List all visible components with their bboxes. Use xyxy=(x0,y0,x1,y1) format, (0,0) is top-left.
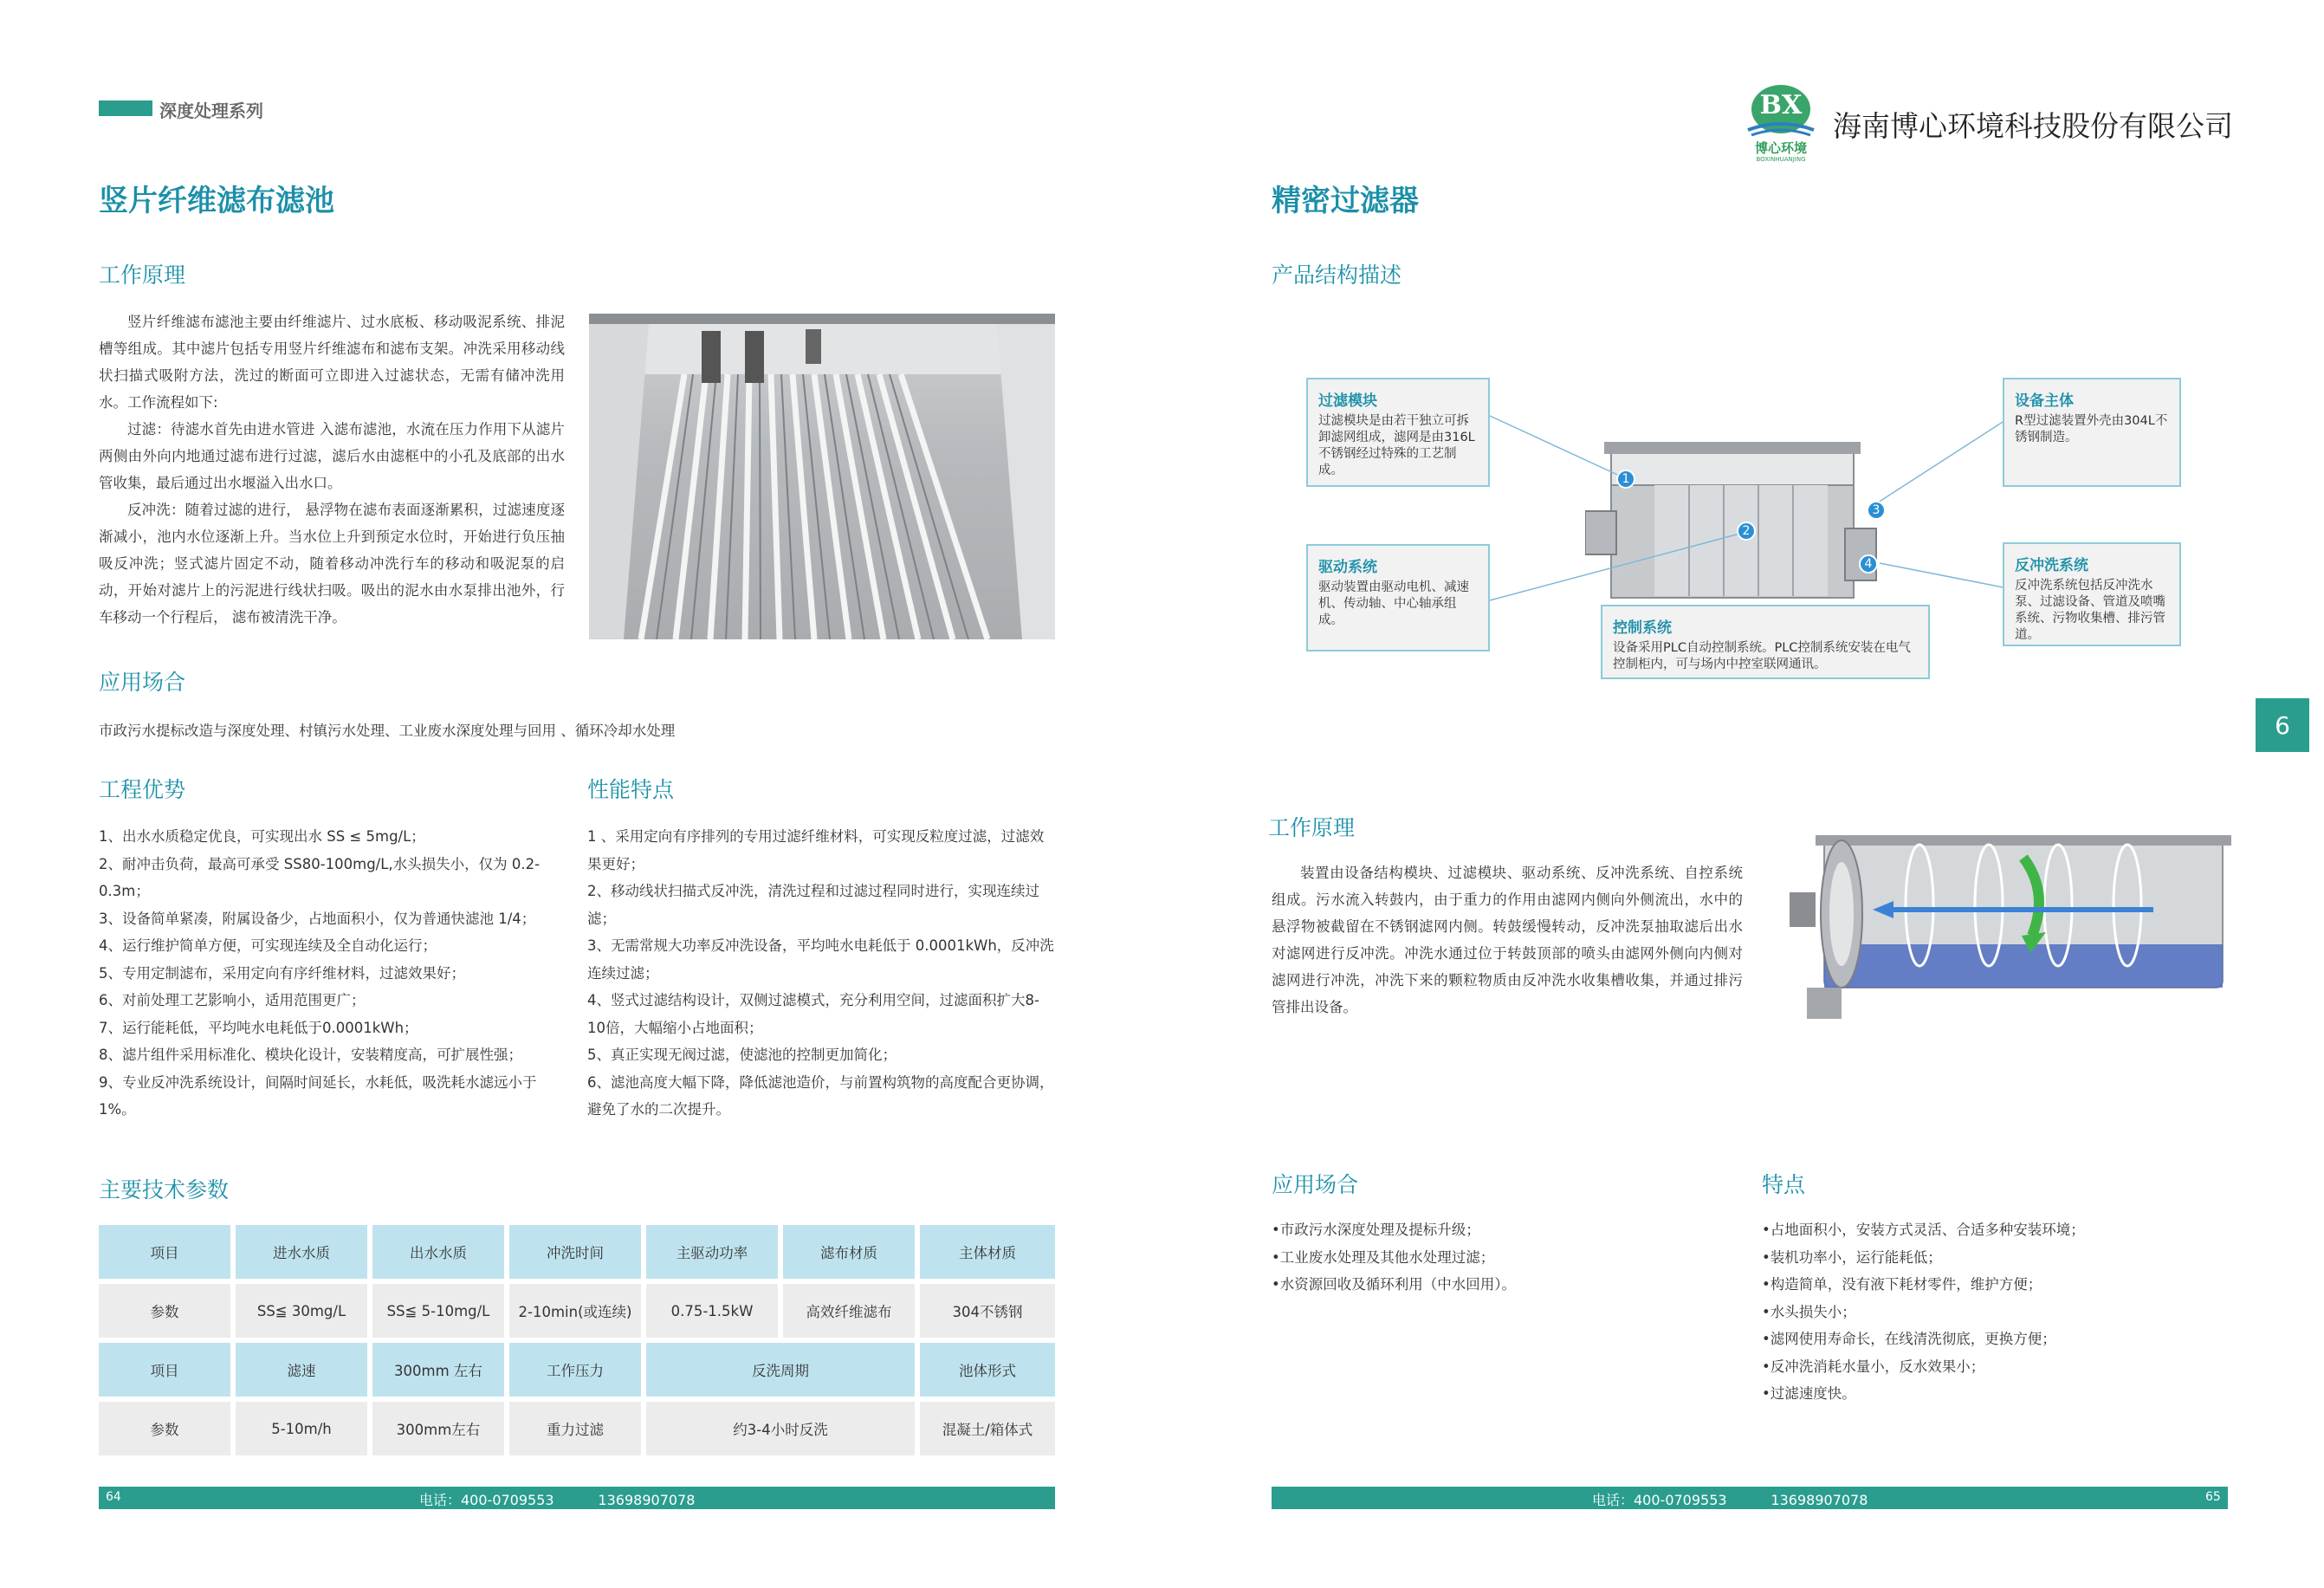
callout-body: 设备采用PLC自动控制系统。PLC控制系统安装在电气控制柜内，可与场内中控室联网通讯。 xyxy=(1613,641,1911,671)
right-principle-heading: 工作原理 xyxy=(1268,815,1356,840)
logo-cn: 博心环境 xyxy=(1754,140,1807,156)
table-cell: 项目 xyxy=(99,1343,230,1397)
table-cell: 出水水质 xyxy=(372,1225,504,1279)
table-row xyxy=(99,1284,1055,1338)
series-label: 深度处理系列 xyxy=(159,100,263,121)
list-item: 3、无需常规大功率反冲洗设备，平均吨水电耗低于 0.0001kWh，反冲洗连续过滤； xyxy=(587,937,1054,982)
callout-title: 控制系统 xyxy=(1613,619,1672,637)
table-row xyxy=(99,1402,1055,1455)
table-cell: 300mm 左右 xyxy=(372,1343,504,1397)
logo-en: BOXINHUANJING xyxy=(1756,156,1806,163)
list-item: 6、对前处理工艺影响小，适用范围更广； xyxy=(99,992,366,1008)
list-item: •水头损失小； xyxy=(1762,1303,1856,1320)
list-item: 6、滤池高度大幅下降，降低滤池造价，与前置构筑物的高度配合更协调，避免了水的二次提升。 xyxy=(587,1073,1054,1118)
right-features-heading: 特点 xyxy=(1762,1172,1806,1197)
table-cell: 参数 xyxy=(99,1284,230,1338)
marker-4: 4 xyxy=(1859,554,1878,574)
list-item: 9、专业反冲洗系统设计，间隔时间延长，水耗低，吸洗耗水滤远小于1%。 xyxy=(99,1073,537,1118)
list-item: 2、耐冲击负荷，最高可承受 SS80-100mg/L,水头损失小，仅为 0.2-0.3m； xyxy=(99,855,541,899)
list-item: •装机功率小，运行能耗低； xyxy=(1762,1248,1942,1266)
table-cell: SS≦ 30mg/L xyxy=(236,1284,367,1338)
table-cell: 滤速 xyxy=(236,1343,367,1397)
table-cell: 项目 xyxy=(99,1225,230,1279)
marker-2: 2 xyxy=(1737,522,1756,541)
principle-paragraph: 竖片纤维滤布滤池主要由纤维滤片、过水底板、移动吸泥系统、排泥槽等组成。其中滤片包括专用竖片纤维滤布和滤布支架。冲洗采用移动线状扫描式吸附方法，洗过的断面可立即进入过滤状态，无需有储冲洗用水。工作流程如下: xyxy=(99,314,565,411)
table-cell: 工作压力 xyxy=(509,1343,641,1397)
chapter-tab-number: 6 xyxy=(2275,710,2290,740)
table-cell: 池体形式 xyxy=(920,1343,1055,1397)
table-cell: 主体材质 xyxy=(920,1225,1055,1279)
table-cell: 混凝土/箱体式 xyxy=(920,1402,1055,1455)
table-cell: 重力过滤 xyxy=(509,1402,641,1455)
list-item: 2、移动线状扫描式反冲洗，清洗过程和过滤过程同时进行，实现连续过滤； xyxy=(587,883,1039,927)
right-application-heading: 应用场合 xyxy=(1272,1172,1359,1197)
list-item: •滤网使用寿命长，在线清洗彻底，更换方便； xyxy=(1762,1331,2056,1347)
list-item: 1、出水水质稳定优良，可实现出水 SS ≤ 5mg/L； xyxy=(99,828,425,845)
features-list xyxy=(587,823,1055,1124)
callout-title: 反冲洗系统 xyxy=(2015,557,2088,574)
table-cell: 约3-4小时反洗 xyxy=(646,1402,915,1455)
list-item: 1 、采用定向有序排列的专用过滤纤维材料，可实现反粒度过滤，过滤效果更好； xyxy=(587,828,1045,872)
table-cell: 冲洗时间 xyxy=(509,1225,641,1279)
list-item: 5、专用定制滤布，采用定向有序纤维材料，过滤效果好； xyxy=(99,964,465,982)
table-cell: 高效纤维滤布 xyxy=(783,1284,915,1338)
right-application-list xyxy=(1272,1216,1722,1299)
callout-title: 设备主体 xyxy=(2015,392,2074,410)
list-item: 4、竖式过滤结构设计，双侧过滤模式，充分利用空间，过滤面积扩大8-10倍，大幅缩小占地面积； xyxy=(587,992,1039,1036)
left-application-text: 市政污水提标改造与深度处理、村镇污水处理、工业废水深度处理与回用 、循环冷却水处理 xyxy=(99,723,676,739)
callout-drive xyxy=(1306,544,1490,651)
table-row xyxy=(99,1225,1055,1279)
callout-body: R型过滤装置外壳由304L不锈钢制造。 xyxy=(2015,414,2168,444)
callout-body: 过滤模块是由若干独立可拆卸滤网组成，滤网是由316L不锈钢经过特殊的工艺制成。 xyxy=(1318,414,1475,477)
series-bar xyxy=(99,100,152,116)
table-cell: 反洗周期 xyxy=(646,1343,915,1397)
callout-backwash xyxy=(2003,542,2181,646)
principle-paragraph: 装置由设备结构模块、过滤模块、驱动系统、反冲洗系统、自控系统组成。污水流入转鼓内，由于重力的作用由滤网内侧向外侧流出，水中的悬浮物被截留在不锈钢滤网内侧。转鼓缓慢转动，反冲洗泵抽取滤后出水对滤网进行反冲洗。冲洗水通过位于转鼓顶部的喷头由滤网外侧向内侧对滤网进行冲洗，冲洗下来的颗粒物质由反冲洗水收集槽收集，并通过排污管排出设备。 xyxy=(1272,865,1743,1015)
marker-3: 3 xyxy=(1867,501,1886,520)
list-item: 8、滤片组件采用标准化、模块化设计，安装精度高，可扩展性强； xyxy=(99,1047,522,1063)
table-cell: 304不锈钢 xyxy=(920,1284,1055,1338)
table-row xyxy=(99,1343,1055,1397)
left-page-number: 64 xyxy=(106,1490,121,1504)
chapter-tab xyxy=(2256,698,2309,752)
callout-body: 反冲洗系统包括反冲洗水泵、过滤设备、管道及喷嘴系统、污物收集槽、排污管道。 xyxy=(2015,579,2165,642)
left-page-title: 竖片纤维滤布滤池 xyxy=(99,184,334,218)
list-item: •水资源回收及循环利用（中水回用）。 xyxy=(1272,1276,1516,1293)
drum-filter-illustration xyxy=(1790,814,2249,1022)
list-item: 7、运行能耗低，平均吨水电耗低于0.0001kWh； xyxy=(99,1019,418,1036)
table-cell: 进水水质 xyxy=(236,1225,367,1279)
right-page-title: 精密过滤器 xyxy=(1272,184,1419,218)
callout-title: 过滤模块 xyxy=(1318,392,1377,410)
left-application-heading: 应用场合 xyxy=(99,670,186,695)
left-principle-heading: 工作原理 xyxy=(99,263,186,288)
table-cell: 5-10m/h xyxy=(236,1402,367,1455)
table-cell: 2-10min(或连续) xyxy=(509,1284,641,1338)
callout-filter-module xyxy=(1306,378,1490,487)
principle-paragraph: 过滤：待滤水首先由进水管进 入滤布滤池，水流在压力作用下从滤片两侧由外向内地通过滤布进行过滤，滤后水由滤框中的小孔及底部的出水管收集，最后通过出水堰溢入出水口。 xyxy=(99,421,565,491)
right-features-list xyxy=(1762,1216,2230,1408)
params-heading: 主要技术参数 xyxy=(99,1177,230,1202)
table-cell: 滤布材质 xyxy=(783,1225,915,1279)
table-cell: 主驱动功率 xyxy=(646,1225,778,1279)
list-item: •市政污水深度处理及提标升级； xyxy=(1272,1222,1480,1238)
list-item: 5、真正实现无阀过滤，使滤池的控制更加简化； xyxy=(587,1047,897,1063)
principle-paragraph: 反冲洗：随着过滤的进行， 悬浮物在滤布表面逐渐累积，过滤速度逐渐减小，池内水位逐渐上升。当水位上升到预定水位时，开始进行负压抽吸反冲洗；竖式滤片固定不动，随着移动冲洗行车的移动和吸泥泵的启动，开始对滤片上的污泥进行线状扫吸。吸出的泥水由水泵排出池外，行车移动一个行程后， 滤布被清洗干净。 xyxy=(99,502,565,625)
list-item: 3、设备简单紧凑，附属设备少，占地面积小，仅为普通快滤池 1/4； xyxy=(99,910,536,927)
company-name: 海南博心环境科技股份有限公司 xyxy=(1833,109,2233,143)
structure-heading: 产品结构描述 xyxy=(1272,263,1402,288)
list-item: •工业废水处理及其他水处理过滤； xyxy=(1272,1248,1495,1266)
callout-body: 驱动装置由驱动电机、减速机、传动轴、中心轴承组成。 xyxy=(1318,580,1469,627)
table-cell: 参数 xyxy=(99,1402,230,1455)
callout-control xyxy=(1601,605,1930,679)
features-heading: 性能特点 xyxy=(587,777,675,802)
marker-1: 1 xyxy=(1616,470,1635,489)
list-item: •反冲洗消耗水量小，反水效果小； xyxy=(1762,1358,1985,1375)
right-page-number: 65 xyxy=(2205,1490,2221,1504)
left-principle-text xyxy=(99,308,565,631)
right-principle-text xyxy=(1272,859,1743,1021)
right-footer-phone: 电话：400-0709553 13698907078 xyxy=(1592,1492,1868,1508)
list-item: •构造简单，没有液下耗材零件，维护方便； xyxy=(1762,1276,2042,1293)
callout-title: 驱动系统 xyxy=(1318,559,1377,576)
table-cell: 300mm左右 xyxy=(372,1402,504,1455)
table-cell: 0.75-1.5kW xyxy=(646,1284,778,1338)
callout-main-body xyxy=(2003,378,2181,487)
list-item: •过滤速度快。 xyxy=(1762,1385,1856,1402)
list-item: •占地面积小，安装方式灵活、合适多种安装环境； xyxy=(1762,1222,2085,1238)
advantages-list xyxy=(99,823,565,1124)
logo-letters: BX xyxy=(1759,90,1803,120)
left-footer-phone: 电话：400-0709553 13698907078 xyxy=(419,1492,696,1508)
table-cell: SS≦ 5-10mg/L xyxy=(372,1284,504,1338)
list-item: 4、运行维护简单方便，可实现连续及全自动化运行； xyxy=(99,937,437,954)
advantages-heading: 工程优势 xyxy=(99,777,186,802)
company-logo xyxy=(1738,78,1824,165)
filter-basin-photo xyxy=(589,314,1055,639)
